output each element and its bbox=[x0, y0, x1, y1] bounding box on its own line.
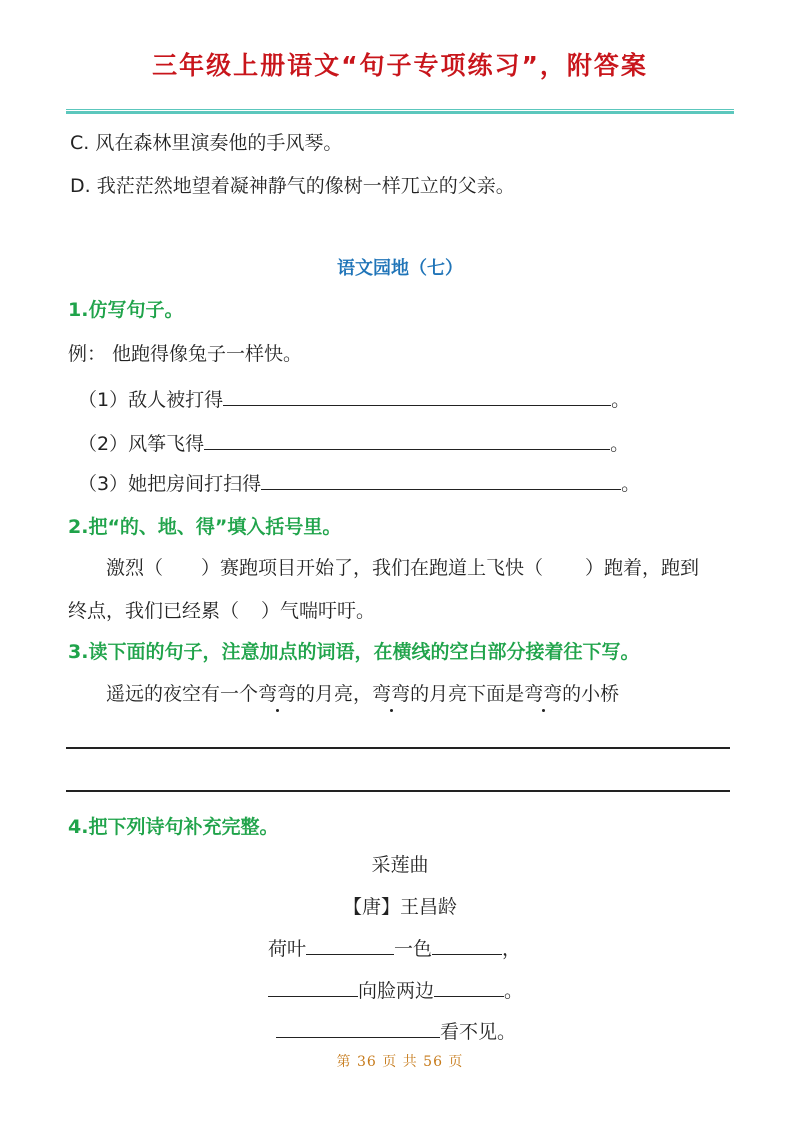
poem-line2-blank-1[interactable] bbox=[268, 976, 358, 997]
q1-item-1-end: 。 bbox=[611, 389, 631, 411]
option-c: C. 风在森林里演奏他的手风琴。 bbox=[70, 132, 343, 154]
poem-title: 采莲曲 bbox=[371, 854, 429, 876]
page-number: 第 36 页 共 56 页 bbox=[336, 1054, 464, 1070]
poem-line1-text-a: 荷叶 bbox=[268, 938, 307, 960]
header-divider-thin bbox=[66, 109, 734, 110]
q2-line-1 bbox=[106, 553, 699, 580]
option-d: D. 我茫茫然地望着凝神静气的像树一样兀立的父亲。 bbox=[70, 175, 515, 197]
poem-line2-text-c: 。 bbox=[504, 980, 524, 1002]
q3-text-2: 的月亮， bbox=[296, 683, 373, 705]
q1-item-3-end: 。 bbox=[621, 473, 641, 495]
poem-line3-blank[interactable] bbox=[276, 1017, 440, 1038]
q2-heading: 2.把“的、地、得”填入括号里。 bbox=[68, 516, 342, 538]
q1-example: 例： 他跑得像兔子一样快。 bbox=[68, 343, 303, 365]
poem-author: 【唐】王昌龄 bbox=[342, 896, 457, 918]
document-title: 三年级上册语文“句子专项练习”，附答案 bbox=[152, 51, 648, 80]
q1-heading: 1.仿写句子。 bbox=[68, 299, 184, 321]
poem-line-3 bbox=[276, 1017, 516, 1044]
q1-item-1 bbox=[78, 385, 630, 412]
q1-item-2-blank[interactable] bbox=[204, 429, 610, 450]
q3-text-4: 的小桥 bbox=[562, 683, 620, 705]
poem-line1-text-b: 一色 bbox=[394, 938, 433, 960]
q1-item-3-prefix: （3）她把房间打扫得 bbox=[78, 473, 262, 495]
q2-line1-part-a: 激烈（ bbox=[106, 557, 164, 579]
q4-heading: 4.把下列诗句补充完整。 bbox=[68, 816, 279, 838]
q3-dotted-word-2: 弯弯 bbox=[372, 679, 410, 706]
q3-sentence bbox=[106, 679, 619, 706]
poem-line1-blank-2[interactable] bbox=[432, 934, 502, 955]
q2-line2-part-b: ）气喘吁吁。 bbox=[261, 600, 376, 622]
q3-dotted-word-3: 弯弯 bbox=[524, 679, 562, 706]
q1-item-1-blank[interactable] bbox=[223, 385, 611, 406]
q2-line1-part-c: ）跑着，跑到 bbox=[585, 557, 700, 579]
poem-line1-blank-1[interactable] bbox=[306, 934, 394, 955]
q3-text-3: 的月亮下面是 bbox=[410, 683, 525, 705]
poem-line-2 bbox=[268, 976, 523, 1003]
poem-line3-text: 看不见。 bbox=[440, 1021, 517, 1043]
q3-answer-line-2[interactable] bbox=[66, 790, 730, 792]
q3-text-1: 遥远的夜空有一个 bbox=[106, 683, 259, 705]
q1-item-2-prefix: （2）风筝飞得 bbox=[78, 433, 205, 455]
q1-item-2-end: 。 bbox=[610, 433, 630, 455]
poem-line2-text-b: 向脸两边 bbox=[358, 980, 435, 1002]
q2-line2-part-a: 终点，我们已经累（ bbox=[68, 600, 240, 622]
q2-line-2 bbox=[68, 596, 375, 623]
q1-item-2 bbox=[78, 429, 629, 456]
q1-item-1-prefix: （1）敌人被打得 bbox=[78, 389, 224, 411]
poem-line1-text-c: ， bbox=[502, 938, 522, 960]
q2-line1-part-b: ）赛跑项目开始了，我们在跑道上飞快（ bbox=[201, 557, 544, 579]
q3-dotted-word-1: 弯弯 bbox=[258, 679, 296, 706]
q3-heading: 3.读下面的句子，注意加点的词语，在横线的空白部分接着往下写。 bbox=[68, 641, 640, 663]
poem-line2-blank-2[interactable] bbox=[434, 976, 504, 997]
poem-line-1 bbox=[268, 934, 521, 961]
q1-item-3-blank[interactable] bbox=[261, 469, 621, 490]
header-divider-thick bbox=[66, 111, 734, 114]
q3-answer-line-1[interactable] bbox=[66, 747, 730, 749]
q1-item-3 bbox=[78, 469, 640, 496]
section-title: 语文园地（七） bbox=[337, 258, 463, 279]
